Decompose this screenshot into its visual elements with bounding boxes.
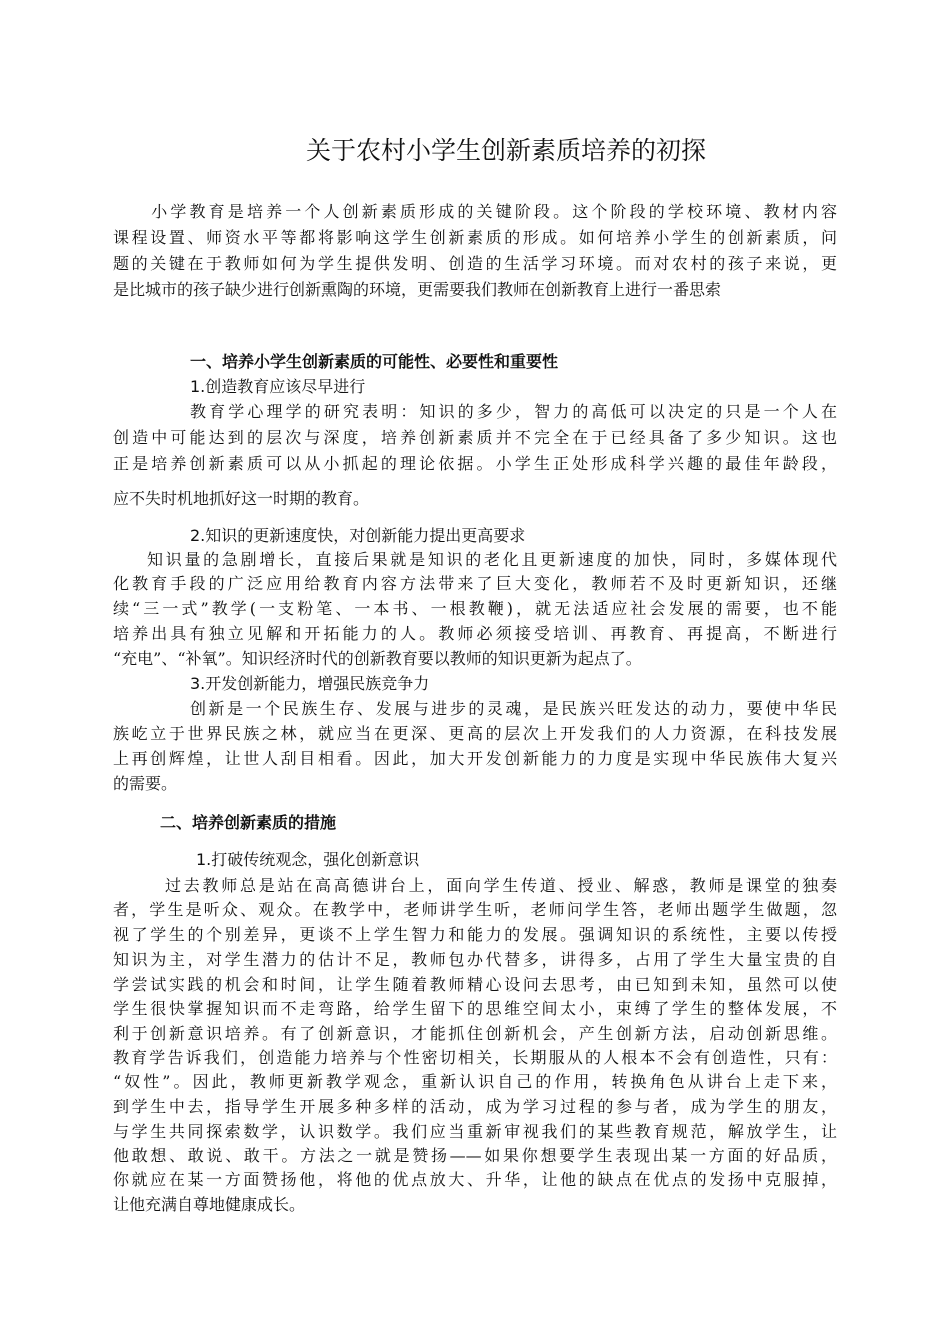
section1-sub2-line: 培养出具有独立见解和开拓能力的人。教师必须接受培训、再教育、再提高，不断进行: [113, 624, 837, 643]
section1-sub2-title: 2.知识的更新速度快，对创新能力提出更高要求: [190, 526, 526, 545]
section2-sub1-line: 教育学告诉我们，创造能力培养与个性密切相关，长期服从的人根本不会有创造性，只有：: [113, 1048, 837, 1067]
section1-sub3-line: 上再创辉煌，让世人刮目相看。因此，加大开发创新能力的力度是实现中华民族伟大复兴: [113, 749, 837, 768]
section1-sub3-line: 族屹立于世界民族之林，就应当在更深、更高的层次上开发我们的人力资源，在科技发展: [113, 724, 837, 743]
section2-sub1-line: 知识为主，对学生潜力的估计不足，教师包办代替多，讲得多，占用了学生大量宝贵的自: [113, 950, 837, 969]
intro-line: 是比城市的孩子缺少进行创新熏陶的环境，更需要我们教师在创新教育上进行一番思索: [113, 280, 722, 299]
intro-line: 小学教育是培养一个人创新素质形成的关键阶段。这个阶段的学校环境、教材内容: [113, 202, 837, 221]
section2-sub1-line: 你就应在某一方面赞扬他，将他的优点放大、升华，让他的缺点在优点的发扬中克服掉，: [113, 1170, 837, 1189]
section1-heading: 一、培养小学生创新素质的可能性、必要性和重要性: [190, 352, 559, 371]
section1-sub1-line: 教育学心理学的研究表明：知识的多少，智力的高低可以决定的只是一个人在: [190, 402, 837, 421]
section1-sub2-line: 知识量的急剧增长，直接后果就是知识的老化且更新速度的加快，同时，多媒体现代: [147, 550, 837, 569]
section1-sub2-line: “充电”、“补氧”。知识经济时代的创新教育要以教师的知识更新为起点了。: [113, 649, 642, 668]
section2-sub1-line: 学尝试实践的机会和时间，让学生随着教师精心设问去思考，由已知到未知，虽然可以使: [113, 975, 837, 994]
section2-sub1-line: “奴性”。因此，教师更新教学观念，重新认识自己的作用，转换角色从讲台上走下来，: [113, 1072, 837, 1091]
intro-line: 题的关键在于教师如何为学生提供发明、创造的生活学习环境。而对农村的孩子来说，更: [113, 254, 837, 273]
section2-sub1-line: 视了学生的个别差异，更谈不上学生智力和能力的发展。强调知识的系统性，主要以传授: [113, 925, 837, 944]
section1-sub1-title: 1.创造教育应该尽早进行: [190, 377, 366, 396]
section1-sub2-line: 续“三一式”教学(一支粉笔、一本书、一根教鞭)，就无法适应社会发展的需要，也不能: [113, 599, 837, 618]
section2-sub1-line: 他敢想、敢说、敢干。方法之一就是赞扬——如果你想要学生表现出某一方面的好品质，: [113, 1146, 837, 1165]
section1-sub3-title: 3.开发创新能力，增强民族竞争力: [190, 674, 430, 693]
section2-sub1-line: 利于创新意识培养。有了创新意识，才能抓住创新机会，产生创新方法，启动创新思维。: [113, 1024, 837, 1043]
section1-sub3-line: 创新是一个民族生存、发展与进步的灵魂，是民族兴旺发达的动力，要使中华民: [190, 699, 837, 718]
document-title: 关于农村小学生创新素质培养的初探: [305, 136, 706, 165]
section2-sub1-line: 过去教师总是站在高高德讲台上，面向学生传道、授业、解惑，教师是课堂的独奏: [165, 876, 837, 895]
section2-sub1-line: 与学生共同探索数学，认识数学。我们应当重新审视我们的某些教育规范，解放学生，让: [113, 1122, 837, 1141]
section2-heading: 二、培养创新素质的措施: [160, 813, 337, 832]
intro-line: 课程设置、师资水平等都将影响这学生创新素质的形成。如何培养小学生的创新素质，问: [113, 228, 837, 247]
section1-sub1-line: 创造中可能达到的层次与深度，培养创新素质并不完全在于已经具备了多少知识。这也: [113, 428, 837, 447]
section1-sub3-line: 的需要。: [113, 774, 178, 793]
section2-sub1-line: 者，学生是听众、观众。在教学中，老师讲学生听，老师问学生答，老师出题学生做题，忽: [113, 900, 837, 919]
section2-sub1-line: 到学生中去，指导学生开展多种多样的活动，成为学习过程的参与者，成为学生的朋友，: [113, 1097, 837, 1116]
section1-sub1-line: 正是培养创新素质可以从小抓起的理论依据。小学生正处形成科学兴趣的最佳年龄段，: [113, 454, 837, 473]
section2-sub1-line: 学生很快掌握知识而不走弯路，给学生留下的思维空间太小，束缚了学生的整体发展，不: [113, 999, 837, 1018]
section1-sub2-line: 化教育手段的广泛应用给教育内容方法带来了巨大变化，教师若不及时更新知识，还继: [113, 574, 837, 593]
section2-sub1-title: 1.打破传统观念，强化创新意识: [196, 850, 420, 869]
section2-sub1-line: 让他充满自尊地健康成长。: [113, 1195, 306, 1214]
section1-sub1-line: 应不失时机地抓好这一时期的教育。: [113, 489, 370, 508]
